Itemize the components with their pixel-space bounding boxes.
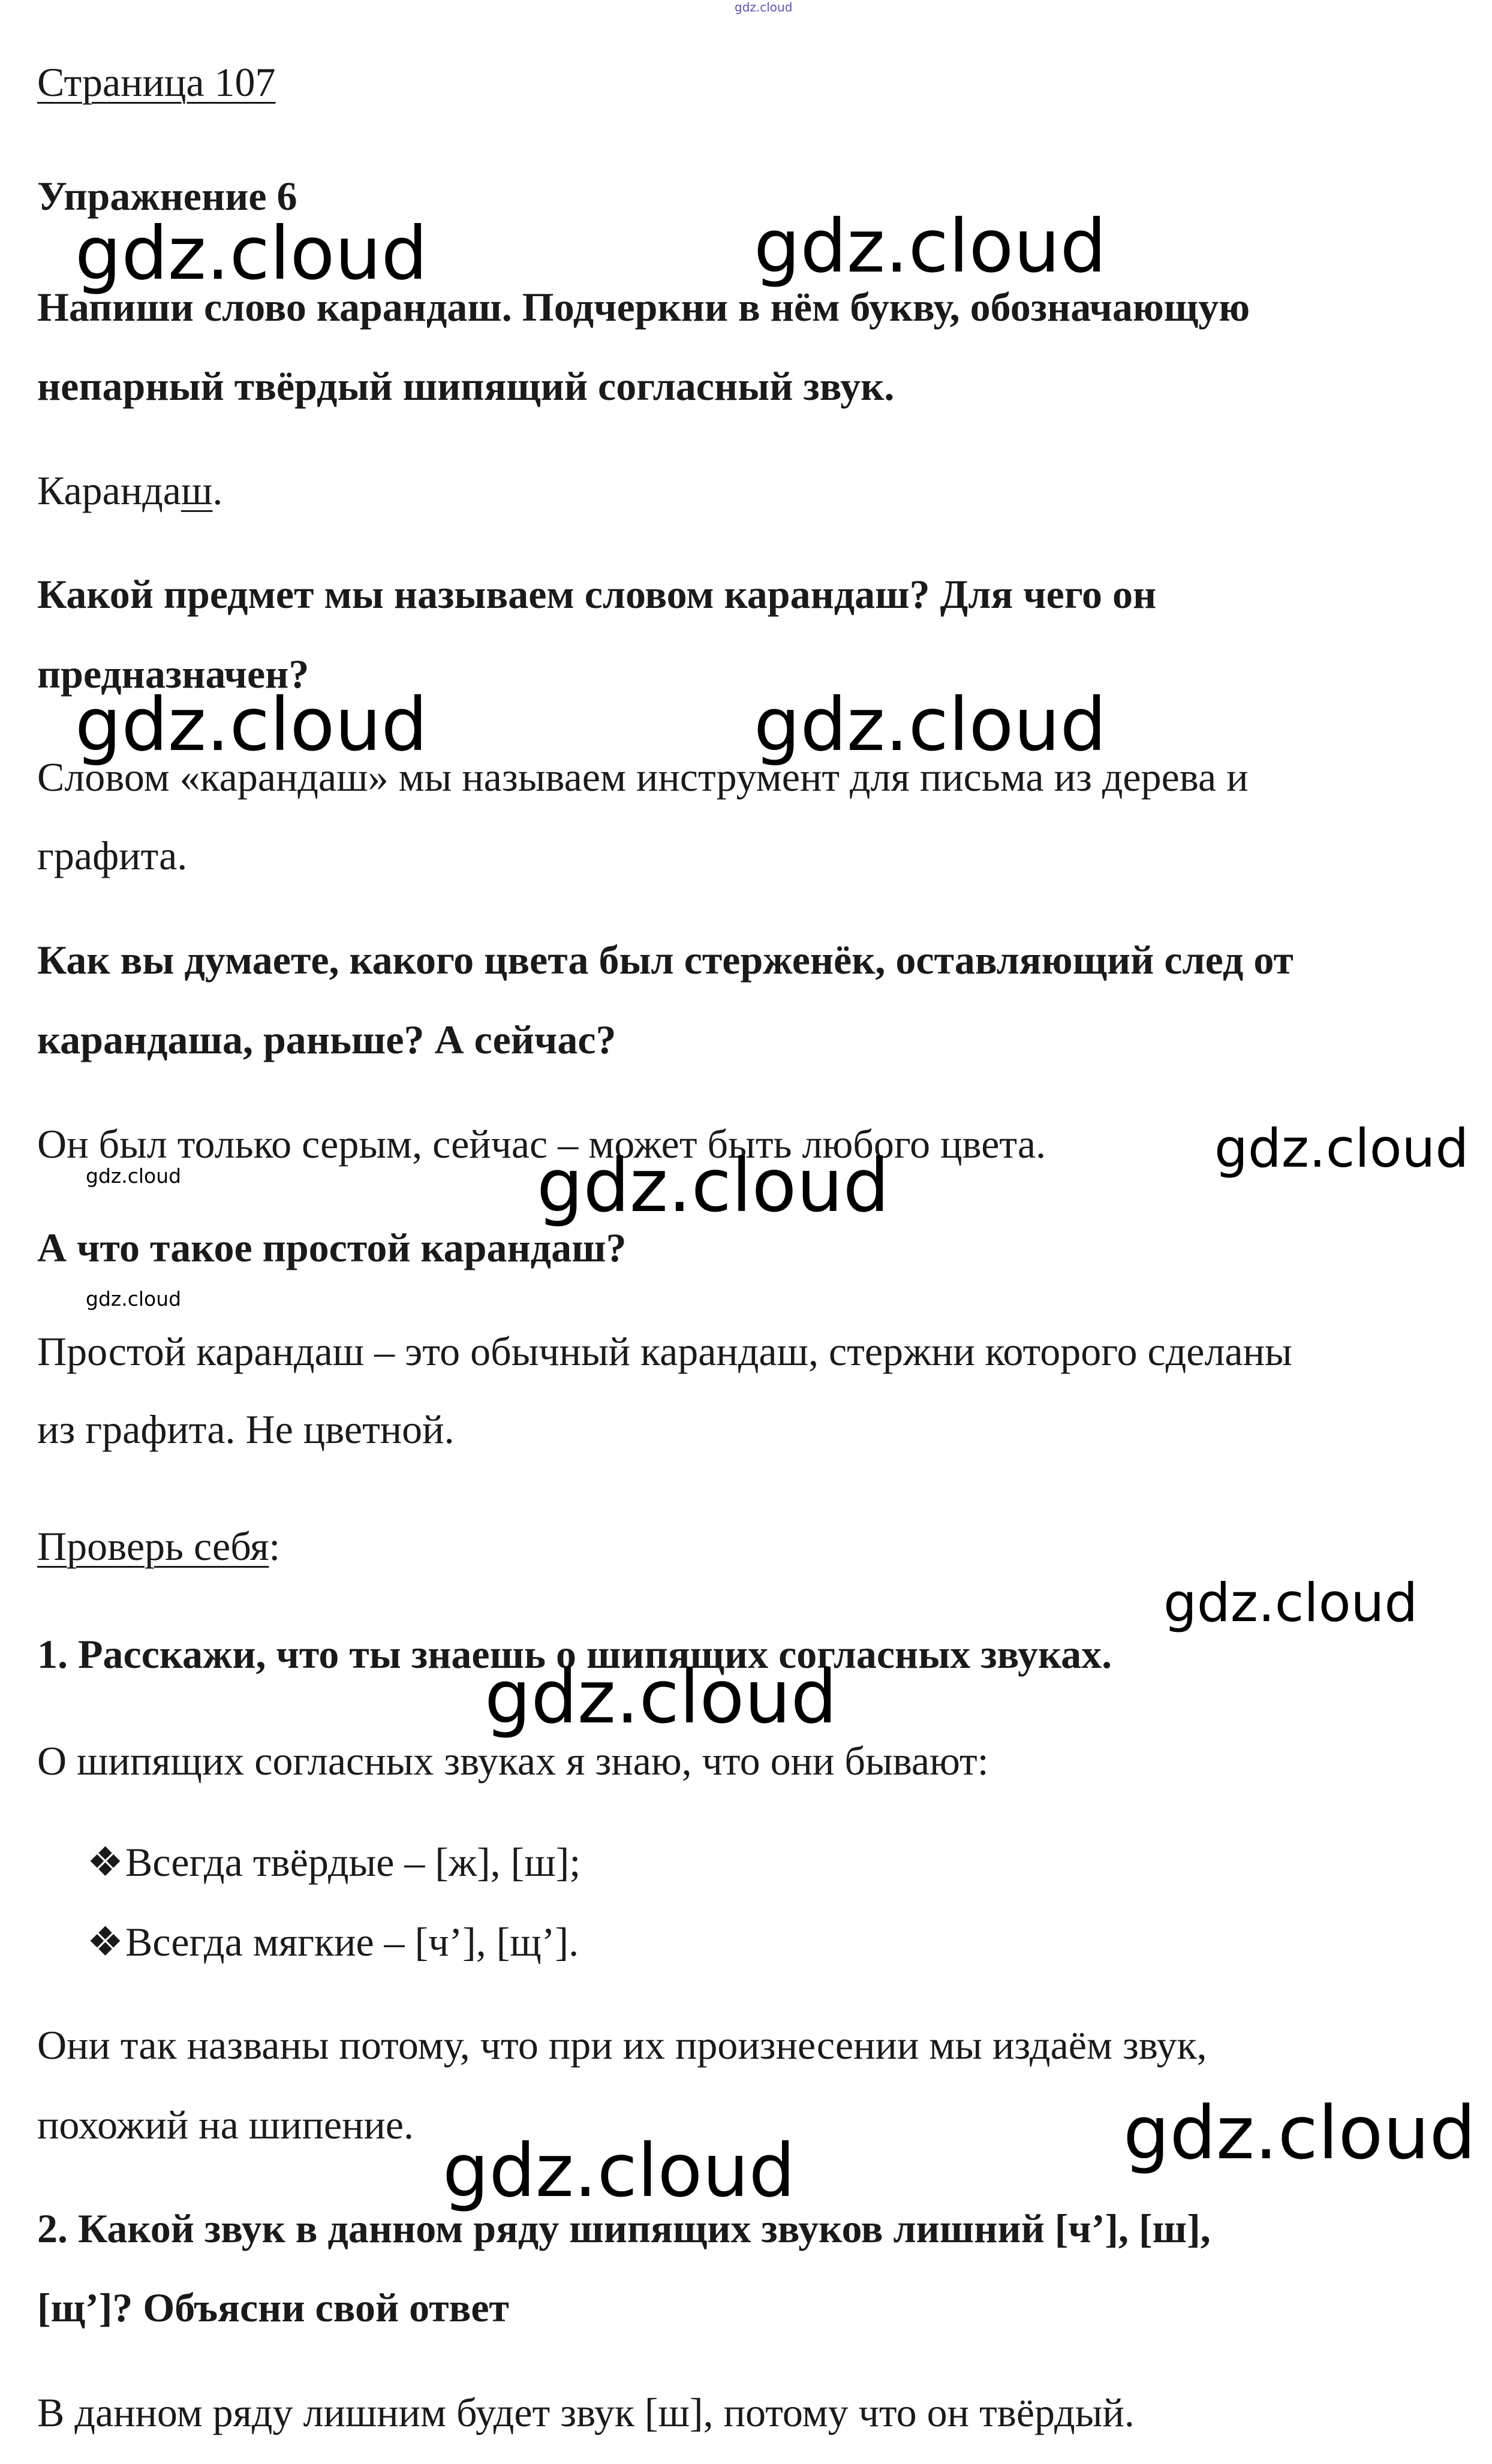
answer-2-line-2: графита. xyxy=(37,833,188,878)
bullet-text: Всегда твёрдые – [ж], [ш]; xyxy=(125,1839,581,1885)
answer-4-line-2: из графита. Не цветной. xyxy=(37,1406,455,1452)
watermark: gdz.cloud xyxy=(86,1287,182,1311)
watermark: gdz.cloud xyxy=(735,0,793,14)
watermark: gdz.cloud xyxy=(1214,1117,1469,1179)
self-check-question-1: 1. Расскажи, что ты знаешь о шипящих согласных звуках. xyxy=(37,1631,1112,1677)
bullet-text: Всегда мягкие – [ч’], [щ’]. xyxy=(125,1919,579,1965)
self-check-answer-1-intro: О шипящих согласных звуках я знаю, что они бывают: xyxy=(37,1738,989,1784)
watermark: gdz.cloud xyxy=(537,1143,890,1228)
exercise-title: Упражнение 6 xyxy=(37,173,297,219)
diamond-bullet-icon: ❖ xyxy=(87,1839,124,1885)
watermark: gdz.cloud xyxy=(443,2128,796,2213)
question-3-line-2: карандаша, раньше? А сейчас? xyxy=(37,1017,616,1062)
watermark: gdz.cloud xyxy=(75,211,428,296)
self-check-answer-1-outro-line-1: Они так названы потому, что при их произнесении мы издаём звук, xyxy=(37,2022,1207,2068)
self-check-answer-2: В данном ряду лишним будет звук [ш], потому что он твёрдый. xyxy=(37,2390,1135,2435)
self-check-heading-text: Проверь себя xyxy=(37,1523,269,1569)
answer-1 xyxy=(37,470,222,511)
watermark: gdz.cloud xyxy=(485,1655,838,1740)
self-check-question-2-line-1: 2. Какой звук в данном ряду шипящих звуков лишний [ч’], [ш], xyxy=(37,2206,1211,2251)
answer-4-line-1: Простой карандаш – это обычный карандаш, стержни которого сделаны xyxy=(37,1329,1292,1374)
answer-2-line-1: Словом «карандаш» мы называем инструмент для письма из дерева и xyxy=(37,754,1249,800)
watermark: gdz.cloud xyxy=(86,1164,182,1188)
self-check-answer-1-outro-line-2: похожий на шипение. xyxy=(37,2102,414,2147)
bullet-item xyxy=(87,1919,579,1965)
question-4: А что такое простой карандаш? xyxy=(37,1225,627,1270)
watermark: gdz.cloud xyxy=(75,682,428,767)
answer-3: Он был только серым, сейчас – может быть любого цвета. xyxy=(37,1121,1046,1167)
question-2-line-2: предназначен? xyxy=(37,651,309,697)
page-title: Страница 107 xyxy=(37,59,276,105)
diamond-bullet-icon: ❖ xyxy=(87,1919,124,1965)
question-2-line-1: Какой предмет мы называем словом карандаш? Для чего он xyxy=(37,571,1157,617)
self-check-question-2-line-2: [щ’]? Объясни свой ответ xyxy=(37,2285,509,2330)
underlined-letter: ш xyxy=(181,468,213,513)
answer-1-text: Каранда xyxy=(37,468,181,513)
self-check-heading-colon: : xyxy=(269,1523,281,1569)
answer-1-period: . xyxy=(212,468,223,513)
watermark: gdz.cloud xyxy=(754,682,1107,767)
watermark: gdz.cloud xyxy=(754,204,1107,289)
question-1-line-2: непарный твёрдый шипящий согласный звук. xyxy=(37,363,895,409)
self-check-heading xyxy=(37,1523,281,1569)
question-3-line-1: Как вы думаете, какого цвета был стерженёк, оставляющий след от xyxy=(37,937,1294,983)
question-1-line-1: Напиши слово карандаш. Подчеркни в нём букву, обозначающую xyxy=(37,284,1250,330)
bullet-item xyxy=(87,1839,581,1885)
watermark: gdz.cloud xyxy=(1123,2091,1476,2176)
watermark: gdz.cloud xyxy=(1163,1572,1418,1634)
